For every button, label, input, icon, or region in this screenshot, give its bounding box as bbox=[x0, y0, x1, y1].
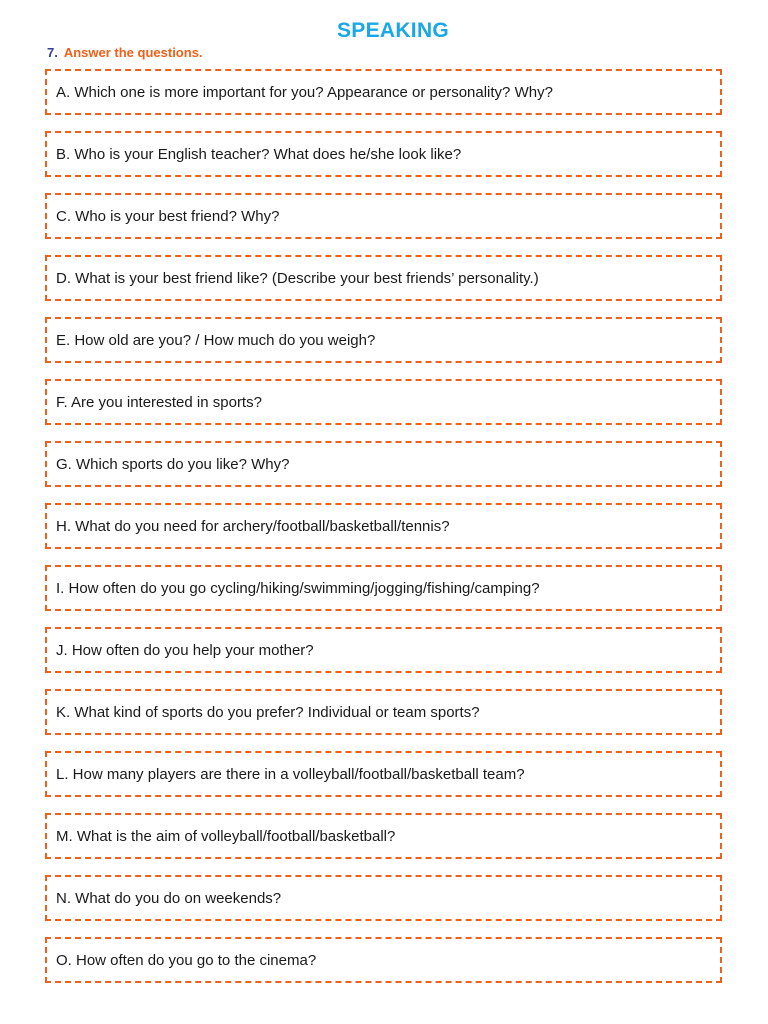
question-box-m: M. What is the aim of volleyball/football/basketball? bbox=[45, 813, 722, 859]
instruction-text: Answer the questions. bbox=[63, 45, 203, 60]
question-box-j: J. How often do you help your mother? bbox=[45, 627, 722, 673]
question-box-f: F. Are you interested in sports? bbox=[45, 379, 722, 425]
question-box-b: B. Who is your English teacher? What does he/she look like? bbox=[45, 131, 722, 177]
question-box-l: L. How many players are there in a volleyball/football/basketball team? bbox=[45, 751, 722, 797]
question-box-h: H. What do you need for archery/football/basketball/tennis? bbox=[45, 503, 722, 549]
question-box-a: A. Which one is more important for you? Appearance or personality? Why? bbox=[45, 69, 722, 115]
question-list bbox=[45, 69, 722, 999]
question-box-i: I. How often do you go cycling/hiking/swimming/jogging/fishing/camping? bbox=[45, 565, 722, 611]
question-box-g: G. Which sports do you like? Why? bbox=[45, 441, 722, 487]
question-box-k: K. What kind of sports do you prefer? Individual or team sports? bbox=[45, 689, 722, 735]
page-title: SPEAKING bbox=[336, 19, 450, 42]
question-box-c: C. Who is your best friend? Why? bbox=[45, 193, 722, 239]
instruction bbox=[47, 45, 203, 60]
question-box-n: N. What do you do on weekends? bbox=[45, 875, 722, 921]
question-box-e: E. How old are you? / How much do you weigh? bbox=[45, 317, 722, 363]
question-box-d: D. What is your best friend like? (Describe your best friends’ personality.) bbox=[45, 255, 722, 301]
question-box-o: O. How often do you go to the cinema? bbox=[45, 937, 722, 983]
instruction-number: 7. bbox=[47, 45, 58, 60]
